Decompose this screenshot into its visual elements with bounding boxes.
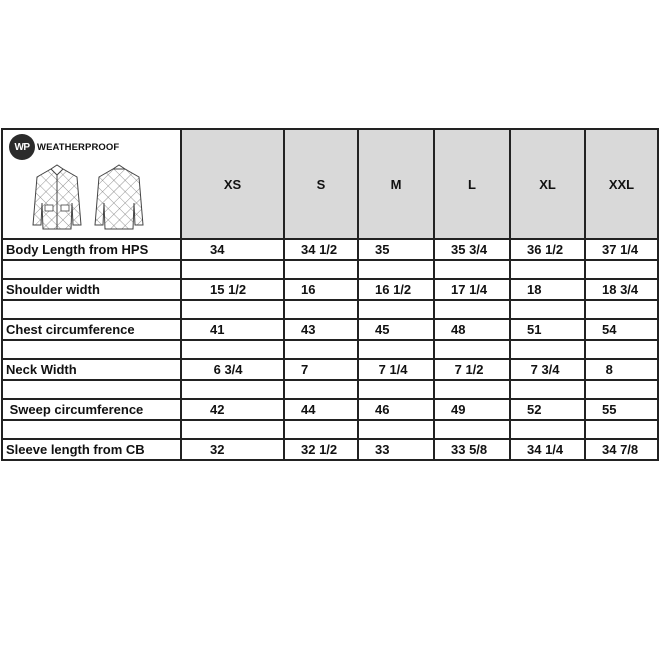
cell-value: 18 (510, 279, 585, 300)
cell-value: 15 1/2 (181, 279, 284, 300)
cell-value: 32 (181, 439, 284, 460)
size-header-xxl: XXL (585, 129, 658, 239)
cell-value: 45 (358, 319, 434, 340)
row-label: Sleeve length from CB (2, 439, 181, 460)
header-row (2, 129, 658, 239)
size-header-s: S (284, 129, 358, 239)
cell-value: 41 (181, 319, 284, 340)
spacer-row (2, 420, 658, 439)
table-row (2, 239, 658, 260)
row-label: Neck Width (2, 359, 181, 380)
table-row (2, 439, 658, 460)
table-row (2, 359, 658, 380)
cell-value: 36 1/2 (510, 239, 585, 260)
row-label: Chest circumference (2, 319, 181, 340)
size-header-xs: XS (181, 129, 284, 239)
brand-mark-icon: WP (9, 134, 35, 160)
row-label: Shoulder width (2, 279, 181, 300)
cell-value: 48 (434, 319, 510, 340)
cell-value: 46 (358, 399, 434, 420)
brand-logo (9, 134, 119, 160)
table-row (2, 279, 658, 300)
quilted-jacket-illustration (29, 163, 159, 231)
table-row (2, 399, 658, 420)
cell-value: 55 (585, 399, 658, 420)
cell-value: 16 1/2 (358, 279, 434, 300)
cell-value: 16 (284, 279, 358, 300)
cell-value: 33 5/8 (434, 439, 510, 460)
cell-value: 34 7/8 (585, 439, 658, 460)
cell-value: 6 3/4 (181, 359, 284, 380)
cell-value: 32 1/2 (284, 439, 358, 460)
brand-name: WEATHERPROOF (37, 141, 120, 153)
row-label: Sweep circumference (2, 399, 181, 420)
cell-value: 34 (181, 239, 284, 260)
cell-value: 7 1/2 (434, 359, 510, 380)
cell-value: 52 (510, 399, 585, 420)
cell-value: 49 (434, 399, 510, 420)
cell-value: 34 1/2 (284, 239, 358, 260)
size-chart-table (1, 128, 659, 461)
cell-value: 34 1/4 (510, 439, 585, 460)
cell-value: 35 3/4 (434, 239, 510, 260)
cell-value: 7 (284, 359, 358, 380)
size-header-xl: XL (510, 129, 585, 239)
cell-value: 7 3/4 (510, 359, 585, 380)
row-label: Body Length from HPS (2, 239, 181, 260)
jacket-front-icon (33, 165, 81, 229)
cell-value: 18 3/4 (585, 279, 658, 300)
spacer-row (2, 380, 658, 399)
spacer-row (2, 260, 658, 279)
cell-value: 7 1/4 (358, 359, 434, 380)
cell-value: 17 1/4 (434, 279, 510, 300)
jacket-back-icon (95, 165, 143, 229)
cell-value: 35 (358, 239, 434, 260)
cell-value: 54 (585, 319, 658, 340)
cell-value: 8 (585, 359, 658, 380)
table-row (2, 319, 658, 340)
cell-value: 33 (358, 439, 434, 460)
spacer-row (2, 340, 658, 359)
cell-value: 44 (284, 399, 358, 420)
logo-cell (2, 129, 181, 239)
cell-value: 42 (181, 399, 284, 420)
size-header-l: L (434, 129, 510, 239)
spacer-row (2, 300, 658, 319)
cell-value: 51 (510, 319, 585, 340)
cell-value: 43 (284, 319, 358, 340)
cell-value: 37 1/4 (585, 239, 658, 260)
size-header-m: M (358, 129, 434, 239)
